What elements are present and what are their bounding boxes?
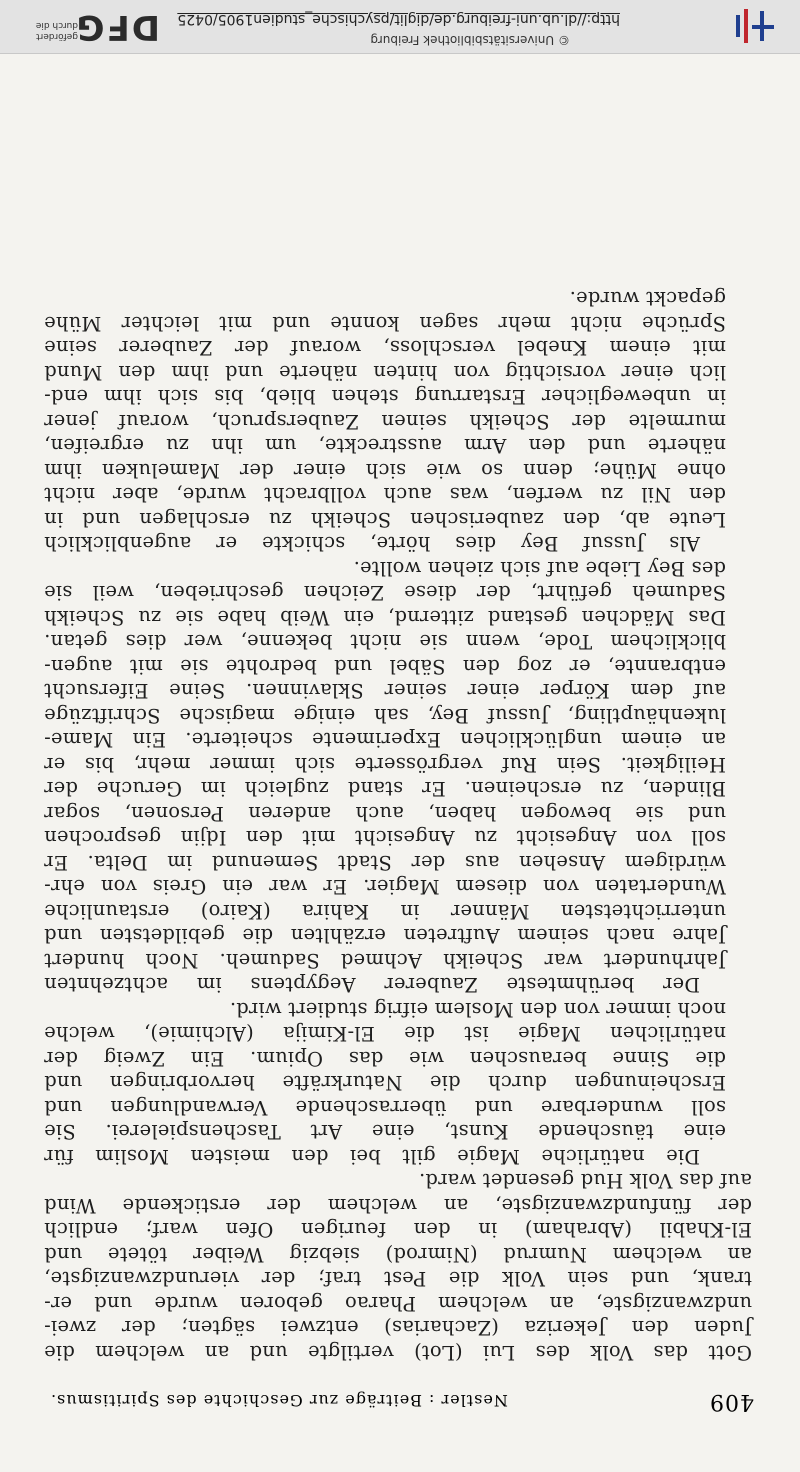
paragraph [44, 556, 752, 997]
text-line: ohne Mühe; denn so wie sich einer der Mameluken ihm [44, 459, 726, 482]
text-line: Jahre nach seinem Auftreten erzählten die gebildetsten und [44, 924, 726, 948]
text-line: Leute ab, den zauberischen Scheikh zu erschlagen und in [44, 508, 726, 531]
text-line: noch immer von den Moslem eifrig studiert wird. [229, 998, 726, 1021]
text-line: gepackt wurde. [569, 287, 726, 311]
paragraph [44, 997, 752, 1169]
text-line: murmelte der Scheikh seinen Zauberspruch, worauf jener [44, 410, 726, 433]
university-library-logo-icon [726, 5, 782, 47]
text-line: trank, und sein Volk die Pest traf; der vierundzwanzigste, [44, 1267, 752, 1291]
text-line: Wundertaten von diesem Magier. Er war ein Greis von ehr- [44, 875, 726, 899]
footer-bar [0, 0, 800, 54]
page-number: 409 [709, 1389, 754, 1414]
text-line: entbrannte, er zog den Säbel und bedrohte sie mit augen- [44, 655, 726, 678]
source-url-link[interactable]: http://dl.ub.uni-freiburg.de/diglit/psychische_studien1905/0425 [177, 11, 620, 27]
university-library-logo [726, 5, 782, 47]
text-line: natürlichen Magie ist die El-Kimija (Alchimie), welche [44, 1022, 726, 1046]
text-line: Sadumeh geführt, der diese Zeichen geschrieben, weil sie [44, 581, 726, 605]
text-line: Gott das Volk des Lui (Lot) vertilgte und an welchem die [44, 1341, 752, 1364]
text-line: den Nil zu werfen, was auch vollbracht wurde, aber nicht [44, 483, 726, 507]
text-line: Heiligkeit. Sein Ruf vergrösserte sich immer mehr, bis er [44, 753, 726, 776]
copyright-credit: © Universitätsbibliothek Freiburg [370, 33, 570, 47]
text-line: auf dem Körper einer seiner Sklavinnen. Seine Eifersucht [44, 679, 726, 703]
text-line: näherte und den Arm ausstreckte, um ihn zu ergreifen, [44, 434, 726, 458]
text-line: blicklichem Tode, wenn sie nicht bekenne, wer dies getan. [44, 630, 726, 654]
text-line: die Sinne berauschen wie das Opium. Ein Zweig der [44, 1047, 726, 1070]
text-line: undzwanzigste, an welchem Pharao geboren wurde und er- [44, 1292, 752, 1315]
text-line: El-Khabil (Abraham) in den feurigen Ofen warf; endlich [44, 1218, 752, 1242]
text-line: lukenhäuptling, Jussuf Bey, sah einige magische Schriftzüge [44, 704, 726, 727]
text-line: auf das Volk Hud gesendet ward. [418, 1169, 752, 1193]
text-line: und sie bewogen haben, auch anderen Personen, sogar [44, 802, 726, 825]
text-line: Die natürliche Magie gilt bei den meisten Moslim für [44, 1145, 700, 1168]
text-line: Als Jussuf Bey dies hörte, schickte er augenblicklich [44, 532, 700, 556]
paragraph [44, 1168, 752, 1364]
text-line: in unbeweglicher Erstarrung stehen blieb, bis sich ihm end- [44, 385, 726, 409]
text-line: soll von Angesicht zu Angesicht mit den Idjin gesprochen [44, 826, 726, 850]
dfg-logo [10, 5, 160, 45]
dfg-logo-subtext: gefördert durch die [35, 20, 78, 41]
text-line: Erscheinungen durch die Naturkräfte hervorbringen und [44, 1071, 726, 1095]
text-line: würdigem Ansehen aus der Stadt Semenund im Delta. Er [44, 851, 726, 874]
text-line: Sprüche nicht mehr sagen konnte und mit leichter Mühe [44, 312, 726, 335]
text-line: Blinden, zu erscheinen. Er stand zugleich im Geruche der [44, 777, 726, 801]
scanned-page [0, 54, 800, 1472]
running-head [40, 1384, 760, 1414]
text-line: Das Mädchen gestand zitternd, ein Weib habe sie zu Scheikh [44, 606, 726, 629]
text-line: der fünfundzwanzigste, an welchem der erstickende Wind [44, 1194, 752, 1217]
text-line: lich einer vorsichtig von hinten näherte und ihm den Mund [44, 361, 726, 384]
text-line: Der berühmteste Zauberer Aegyptens im achtzehnten [44, 973, 700, 997]
text-line: mit einem Knebel verschloss, worauf der Zauberer seine [44, 336, 726, 360]
text-line: unterrichtetsten Männer in Kahira (Kairo) erstaunliche [44, 900, 726, 923]
dfg-logo-mark: DFG [74, 7, 160, 47]
running-title: Nestler : Beiträge zur Geschichte des Spiritismus. [50, 1391, 508, 1410]
paragraph [44, 286, 752, 556]
text-line: an welchem Numrud (Nimrod) siebzig Weiber tötete und [44, 1243, 752, 1266]
text-line: Juden den Jekeriza (Zacharias) entzwei sägten; der zwei- [44, 1316, 752, 1340]
text-line: an einem unglücklichen Experimente scheiterte. Ein Mame- [44, 728, 726, 752]
text-line: Jahrhundert war Scheikh Achmed Sadumeh. Noch hundert [44, 949, 726, 972]
text-line: eine täuschende Kunst, eine Art Taschenspielerei. Sie [44, 1120, 726, 1144]
text-line: soll wunderbare und überraschende Verwandlungen und [44, 1096, 726, 1119]
text-line: des Bey Liebe auf sich ziehen wollte. [353, 557, 726, 580]
body-text [44, 286, 752, 1364]
